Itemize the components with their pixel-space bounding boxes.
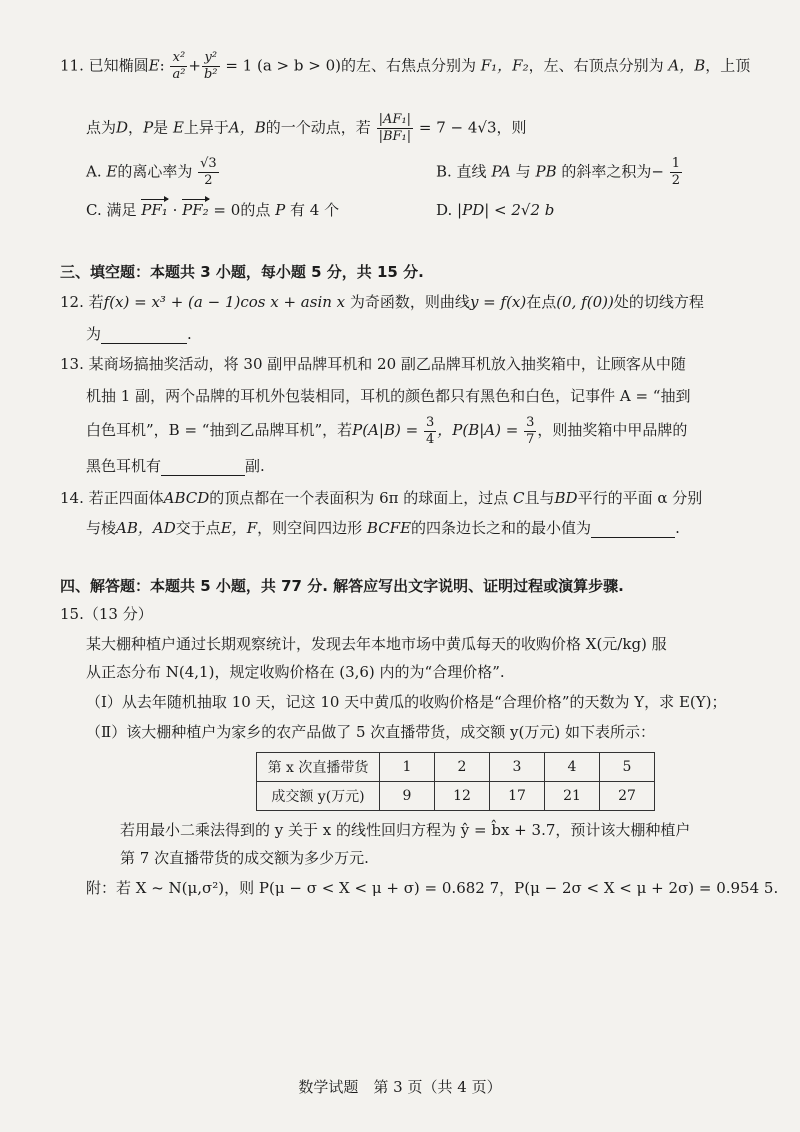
- q11-line2: 点为D，P是 E上异于A，B的一个动点，若 $\frac{\text{|AF₁|}}{\text{|BF₁|}}$ = 7 − 4√3，则: [86, 112, 527, 144]
- q15-part2: （Ⅱ）该大棚种植户为家乡的农产品做了 5 次直播带货，成交额 y(万元) 如下表所示：: [86, 723, 655, 741]
- vector-pf1: PF₁: [141, 201, 168, 219]
- q13-line3: 白色耳机”，B = “抽到乙品牌耳机”，若P(A|B) = $\frac{3}{4}$ ，P(B|A) = $\frac{3}{7}$ ，则抽奖箱中甲品牌的: [86, 414, 688, 447]
- table-row: [257, 753, 655, 782]
- pba-fraction: $\frac{3}{7}$: [526, 414, 535, 447]
- table-cell: 5: [600, 753, 655, 782]
- ellipse-y-fraction: $\frac{\text{y²}}{\text{b²}}$: [203, 50, 218, 82]
- q15-part1: （Ⅰ）从去年随机抽取 10 天，记这 10 天中黄瓜的收购价格是“合理价格”的天数为 Y，求 E(Y)；: [86, 693, 727, 711]
- q15-line6: 第 7 次直播带货的成交额为多少万元.: [120, 849, 369, 867]
- pab-fraction: $\frac{3}{4}$: [425, 414, 435, 447]
- table-cell: 4: [545, 753, 600, 782]
- q14-line2: 与棱AB，AD交于点E，F，则空间四边形 BCFE的四条边长之和的最小值为 .: [86, 519, 680, 537]
- q11-number: 11.: [60, 56, 84, 75]
- q15-line1: 某大棚种植户通过长期观察统计，发现去年本地市场中黄瓜每天的收购价格 X(元/kg) 服: [86, 635, 667, 653]
- q15-line2: 从正态分布 N(4,1)，规定收购价格在 (3,6) 内的为“合理价格”.: [86, 663, 505, 681]
- table-cell: 1: [380, 753, 435, 782]
- q13-line1: 13. 某商场搞抽奖活动，将 30 副甲品牌耳机和 20 副乙品牌耳机放入抽奖箱中，让顾客从中随: [60, 355, 686, 373]
- section-3-title: 三、填空题：本题共 3 小题，每小题 5 分，共 15 分.: [60, 263, 424, 281]
- table-cell: 21: [545, 782, 600, 811]
- answer-blank-13[interactable]: [161, 459, 245, 476]
- table-cell: 17: [490, 782, 545, 811]
- table-row: [257, 782, 655, 811]
- q15-appendix-note: 附：若 X ~ N(μ,σ²)，则 P(μ − σ < X < μ + σ) = 0.682 7，P(μ − 2σ < X < μ + 2σ) = 0.954 5.: [86, 879, 779, 897]
- q11-line1: 11. 已知椭圆E: $\frac{\text{x²}}{\text{a²}}$ + $\frac{\text{y²}}{\text{b²}}$ = 1 (a > b > 0)的左、右焦点分别为 F₁，F₂，左、右顶点分别为 A，B，上顶: [60, 50, 751, 82]
- section-4-title: 四、解答题：本题共 5 小题，共 77 分. 解答应写出文字说明、证明过程或演算步骤.: [60, 577, 624, 595]
- q13-line4: 黑色耳机有 副.: [86, 457, 265, 475]
- table-row-header: 成交额 y(万元): [257, 782, 380, 811]
- q11-option-d: D. |PD| < 2√2 b: [436, 201, 555, 219]
- q12-line2: 为 .: [86, 325, 192, 343]
- ellipse-x-fraction: $\frac{\text{x²}}{\text{a²}}$: [172, 50, 186, 82]
- q13-line2: 机抽 1 副，两个品牌的耳机外包装相同，耳机的颜色都只有黑色和白色，记事件 A = “抽到: [86, 387, 691, 405]
- table-cell: 9: [380, 782, 435, 811]
- ratio-fraction: $\frac{\text{|AF₁|}}{\text{|BF₁|}}$: [378, 112, 412, 144]
- q11-option-b: B. 直线 PA 与 PB 的斜率之积为− $\frac{1}{2}$: [436, 156, 681, 188]
- slope-fraction: $\frac{1}{2}$: [671, 156, 681, 188]
- livestream-sales-table: [256, 752, 655, 811]
- q14-line1: 14. 若正四面体ABCD的顶点都在一个表面积为 6π 的球面上，过点 C且与BD平行的平面 α 分别: [60, 489, 703, 507]
- table-cell: 27: [600, 782, 655, 811]
- q15-header: 15.（13 分）: [60, 605, 153, 623]
- page-footer: 数学试题 第 3 页（共 4 页）: [298, 1078, 502, 1096]
- vector-pf2: PF₂: [182, 201, 209, 219]
- q11-option-a: A. E的离心率为 $\frac{√3}{2}$: [86, 156, 217, 188]
- table-row-header: 第 x 次直播带货: [257, 753, 380, 782]
- answer-blank-14[interactable]: [591, 521, 675, 538]
- table-cell: 12: [435, 782, 490, 811]
- table-cell: 2: [435, 753, 490, 782]
- eccentricity-fraction: $\frac{√3}{2}$: [200, 156, 217, 188]
- q12-line1: 12. 若f(x) = x³ + (a − 1)cos x + asin x 为奇函数，则曲线y = f(x)在点(0, f(0))处的切线方程: [60, 293, 704, 311]
- q11-option-c: C. 满足 PF₁ · PF₂ = 0的点 P 有 4 个: [86, 201, 340, 219]
- answer-blank-12[interactable]: [101, 327, 187, 344]
- q15-line5: 若用最小二乘法得到的 y 关于 x 的线性回归方程为 ŷ = b̂x + 3.7，预计该大棚种植户: [120, 821, 691, 839]
- table-cell: 3: [490, 753, 545, 782]
